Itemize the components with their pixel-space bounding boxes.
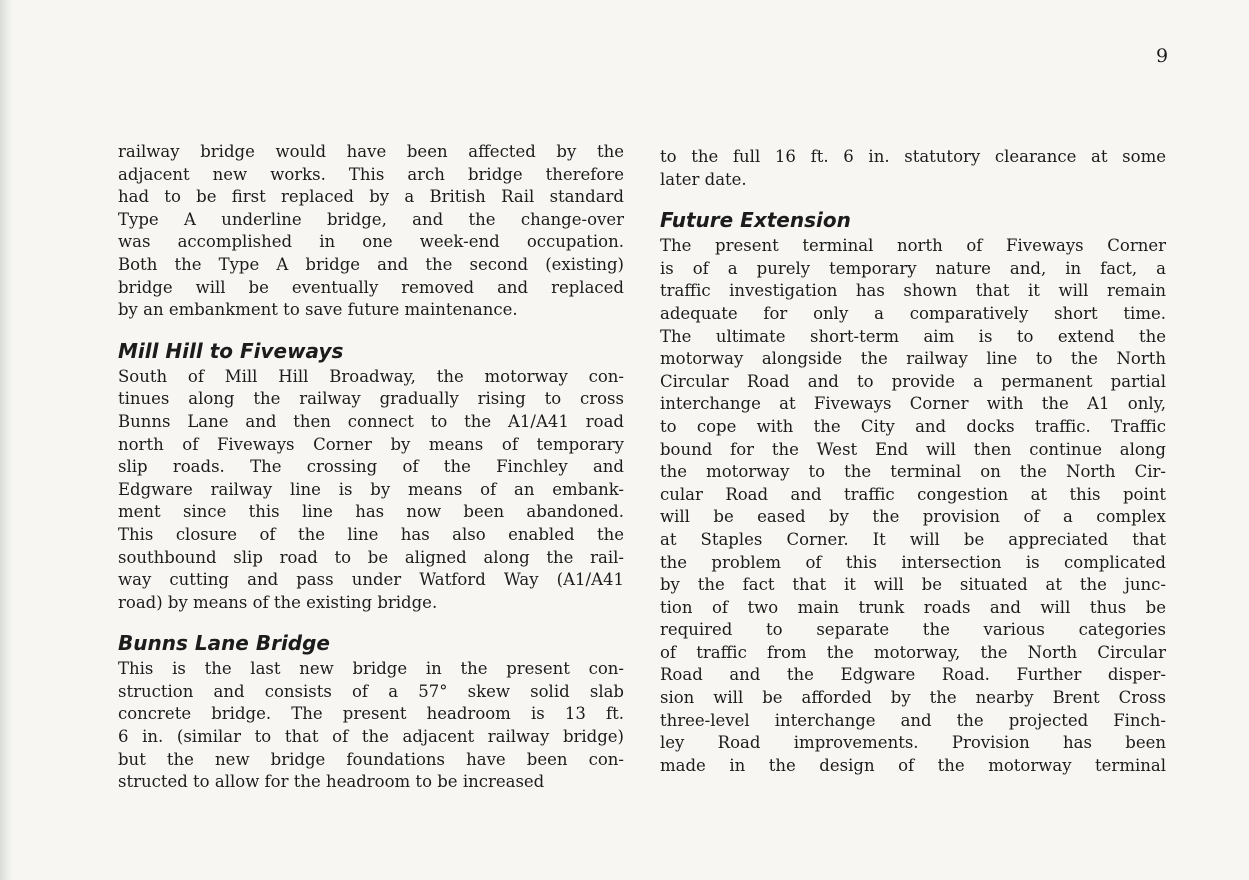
text-line: road) by means of the existing bridge. [118, 592, 438, 612]
text-line: required to separate the various categories [660, 620, 1166, 640]
section-heading-future-extension: Future Extension [660, 208, 851, 233]
text-line: This closure of the line has also enabled the [118, 524, 624, 544]
left-column [118, 141, 624, 794]
text-line: adjacent new works. This arch bridge therefore [118, 164, 624, 184]
text-line: adequate for only a comparatively short time. [660, 303, 1166, 323]
text-line: is of a purely temporary nature and, in fact, a [660, 258, 1166, 278]
text-line: at Staples Corner. It will be appreciated that [660, 529, 1166, 549]
text-line: of traffic from the motorway, the North Circular [660, 642, 1166, 662]
text-line: sion will be afforded by the nearby Brent Cross [660, 688, 1166, 708]
text-line: ment since this line has now been abandoned. [118, 502, 624, 522]
text-line: but the new bridge foundations have been con- [118, 749, 624, 769]
page-number: 9 [1156, 45, 1169, 67]
text-line: by the fact that it will be situated at the junc- [660, 575, 1166, 595]
text-line: The ultimate short-term aim is to extend the [660, 326, 1166, 346]
text-line: railway bridge would have been affected by the [118, 142, 624, 161]
bunns-lane-paragraph [118, 658, 624, 794]
text-line: three-level interchange and the projected Finch- [660, 710, 1166, 730]
text-line: struction and consists of a 57° skew solid slab [118, 681, 624, 701]
text-line: Type A underline bridge, and the change-over [118, 209, 624, 229]
intro-paragraph [118, 141, 624, 322]
continuation-paragraph [660, 146, 1166, 191]
text-line: 6 in. (similar to that of the adjacent railway bridge) [118, 727, 624, 747]
text-line: South of Mill Hill Broadway, the motorway con- [118, 366, 624, 386]
text-line: had to be first replaced by a British Rail standard [118, 187, 624, 207]
text-line: later date. [660, 169, 747, 189]
text-line: bound for the West End will then continue along [660, 439, 1166, 459]
text-line: the motorway to the terminal on the North Cir- [660, 462, 1166, 482]
future-extension-paragraph [660, 235, 1166, 777]
right-column [660, 146, 1166, 777]
text-line: Bunns Lane and then connect to the A1/A41 road [118, 411, 624, 431]
text-line: by an embankment to save future maintenance. [118, 300, 518, 320]
text-line: concrete bridge. The present headroom is 13 ft. [118, 704, 624, 724]
text-line: This is the last new bridge in the present con- [118, 659, 624, 679]
text-line: tion of two main trunk roads and will thus be [660, 597, 1166, 617]
text-line: motorway alongside the railway line to the North [660, 349, 1166, 369]
text-line: The present terminal north of Fiveways Corner [660, 236, 1166, 256]
text-line: Edgware railway line is by means of an embank- [118, 479, 624, 499]
text-line: was accomplished in one week-end occupation. [118, 232, 624, 252]
text-line: slip roads. The crossing of the Finchley and [118, 457, 624, 477]
section-heading-mill-hill: Mill Hill to Fiveways [118, 338, 344, 363]
text-line: traffic investigation has shown that it will remain [660, 281, 1166, 301]
text-line: Circular Road and to provide a permanent partial [660, 371, 1166, 391]
text-line: will be eased by the provision of a complex [660, 507, 1166, 527]
text-line: bridge will be eventually removed and replaced [118, 277, 624, 297]
text-line: cular Road and traffic congestion at this point [660, 484, 1166, 504]
text-line: southbound slip road to be aligned along the rail- [118, 547, 624, 567]
text-line: the problem of this intersection is complicated [660, 552, 1166, 572]
mill-hill-paragraph [118, 366, 624, 615]
text-line: structed to allow for the headroom to be increased [118, 772, 545, 792]
text-line: to cope with the City and docks traffic. Traffic [660, 416, 1166, 436]
text-line: north of Fiveways Corner by means of temporary [118, 434, 624, 454]
text-line: interchange at Fiveways Corner with the A1 only, [660, 394, 1166, 414]
text-line: way cutting and pass under Watford Way (A1/A41 [118, 570, 624, 590]
text-line: Road and the Edgware Road. Further disper- [660, 665, 1166, 685]
text-line: tinues along the railway gradually rising to cross [118, 389, 624, 409]
text-line: made in the design of the motorway terminal [660, 755, 1166, 775]
text-line: to the full 16 ft. 6 in. statutory clearance at some [660, 147, 1166, 166]
page-edge [0, 0, 14, 880]
section-heading-bunns-lane: Bunns Lane Bridge [118, 631, 330, 656]
text-line: ley Road improvements. Provision has been [660, 733, 1166, 753]
text-line: Both the Type A bridge and the second (existing) [118, 254, 624, 274]
